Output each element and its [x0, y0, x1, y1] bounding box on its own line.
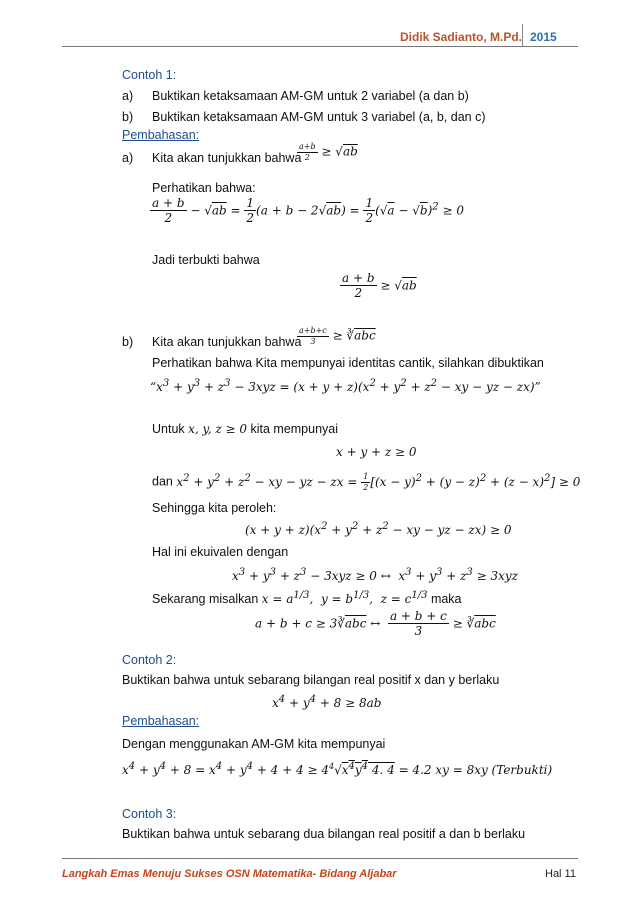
untuk-tail: kita mempunyai [250, 422, 339, 436]
sehingga-label: Sehingga kita peroleh: [152, 501, 277, 515]
am-gm-three-result: $a + b + c \ge 3∛\overline{abc}$ ↔ $\frac{a + b + c}{3}$ ≥ $∛\overline{abc}$ [255, 609, 496, 639]
quadratic-nonnegative: $x^2 + y^2 + z^2$ − xy − yz − zx = $\frac{1}{2}$ $[(x - y)^2 + (y - z)^2 + (z - x)^2] \ge 0$ [176, 472, 581, 492]
proof-b-marker: b) [122, 335, 134, 349]
header-author: Didik Sadianto, M.Pd. [400, 30, 523, 44]
untuk-label: Untuk [152, 422, 185, 436]
jadi-label: Jadi terbukti bahwa [152, 253, 260, 267]
header-divider [522, 24, 523, 46]
example-3-title: Contoh 3: [122, 807, 177, 821]
am-gm-two-derivation: $\frac{a + b}{2}$ − √ab = $\frac{1}{2}$ (a + b − 2√ab) = $\frac{1}{2}$ $(√a - √b)^2 \ge 0$ [152, 196, 464, 226]
dengan-label: Dengan menggunakan AM-GM kita mempunyai [122, 737, 386, 751]
untuk-line [152, 422, 338, 436]
pembahasan-2-label: Pembahasan: [122, 714, 200, 728]
header-rule [62, 46, 578, 47]
example-2-title: Contoh 2: [122, 653, 177, 667]
dan-label: dan [152, 474, 173, 489]
example-3-text: Buktikan bahwa untuk sebarang dua bilangan real positif a dan b berlaku [122, 827, 526, 841]
footer-page-number: Hal 11 [545, 868, 576, 880]
example-2-text: Buktikan bahwa untuk sebarang bilangan real positif x dan y berlaku [122, 673, 500, 687]
identity-equation: “$x^3 + y^3 + z^3 - 3xyz = (x + y + z)(x^2 + y^2 + z^2$ − xy − yz − zx)” [150, 378, 541, 394]
example-2-inequality: $x^4 + y^4 + 8 \ge 8ab$ [272, 694, 382, 710]
untuk-condition: x, y, z ≥ 0 [188, 422, 247, 436]
equivalence-line: $x^3 + y^3 + z^3 - 3xyz \ge 0$ ↔ $x^3 + y^3 + z^3 \ge 3xyz$ [232, 567, 518, 583]
sekarang-line [152, 590, 462, 606]
footer-title: Langkah Emas Menuju Sukses OSN Matematika- Bidang Aljabar [62, 868, 397, 880]
proof-a-text: Kita akan tunjukkan bahwa [152, 151, 302, 165]
item-b-text: Buktikan ketaksamaan AM-GM untuk 3 variabel (a, b, dan c) [152, 110, 486, 124]
sum-nonnegative: x + y + z ≥ 0 [336, 445, 417, 459]
substitution: $x = a^{1/3}$, $y = b^{1/3}$, $z = c^{1/3}$ [261, 590, 428, 606]
item-b-marker: b) [122, 110, 134, 124]
header-year: 2015 [530, 30, 557, 44]
dan-line [152, 472, 580, 492]
am-gm-two-result: $\frac{a + b}{2}$ ≥ √ab [342, 271, 417, 301]
pembahasan-1-label: Pembahasan: [122, 128, 200, 142]
proof-a-inequality: $\frac{a+b}{2}$ ≥ √ab [299, 142, 358, 162]
proof-a-marker: a) [122, 151, 134, 165]
example-1-title: Contoh 1: [122, 68, 177, 82]
perhatikan-label: Perhatikan bahwa: [152, 181, 256, 195]
item-a-marker: a) [122, 89, 134, 103]
proof-b-inequality: $\frac{a+b+c}{3}$ ≥ $∛\overline{abc}$ [299, 326, 376, 346]
sekarang-label: Sekarang misalkan [152, 592, 259, 606]
hal-ini-label: Hal ini ekuivalen dengan [152, 545, 289, 559]
product-nonnegative: $(x + y + z)(x^2 + y^2 + z^2$ − xy − yz − zx) ≥ 0 [245, 521, 512, 537]
proof-b-text: Kita akan tunjukkan bahwa [152, 335, 302, 349]
maka-label: maka [430, 592, 462, 606]
example-2-solution: $x^4 + y^4 + 8 = x^4 + y^4 + 4 + 4 \ge 4^4√x^4y^4$ 4. 4 = 4.2 xy = 8xy (Terbukti) [122, 761, 553, 777]
footer-rule [62, 858, 578, 859]
item-a-text: Buktikan ketaksamaan AM-GM untuk 2 variabel (a dan b) [152, 89, 469, 103]
identitas-label: Perhatikan bahwa Kita mempunyai identitas cantik, silahkan dibuktikan [152, 356, 544, 370]
